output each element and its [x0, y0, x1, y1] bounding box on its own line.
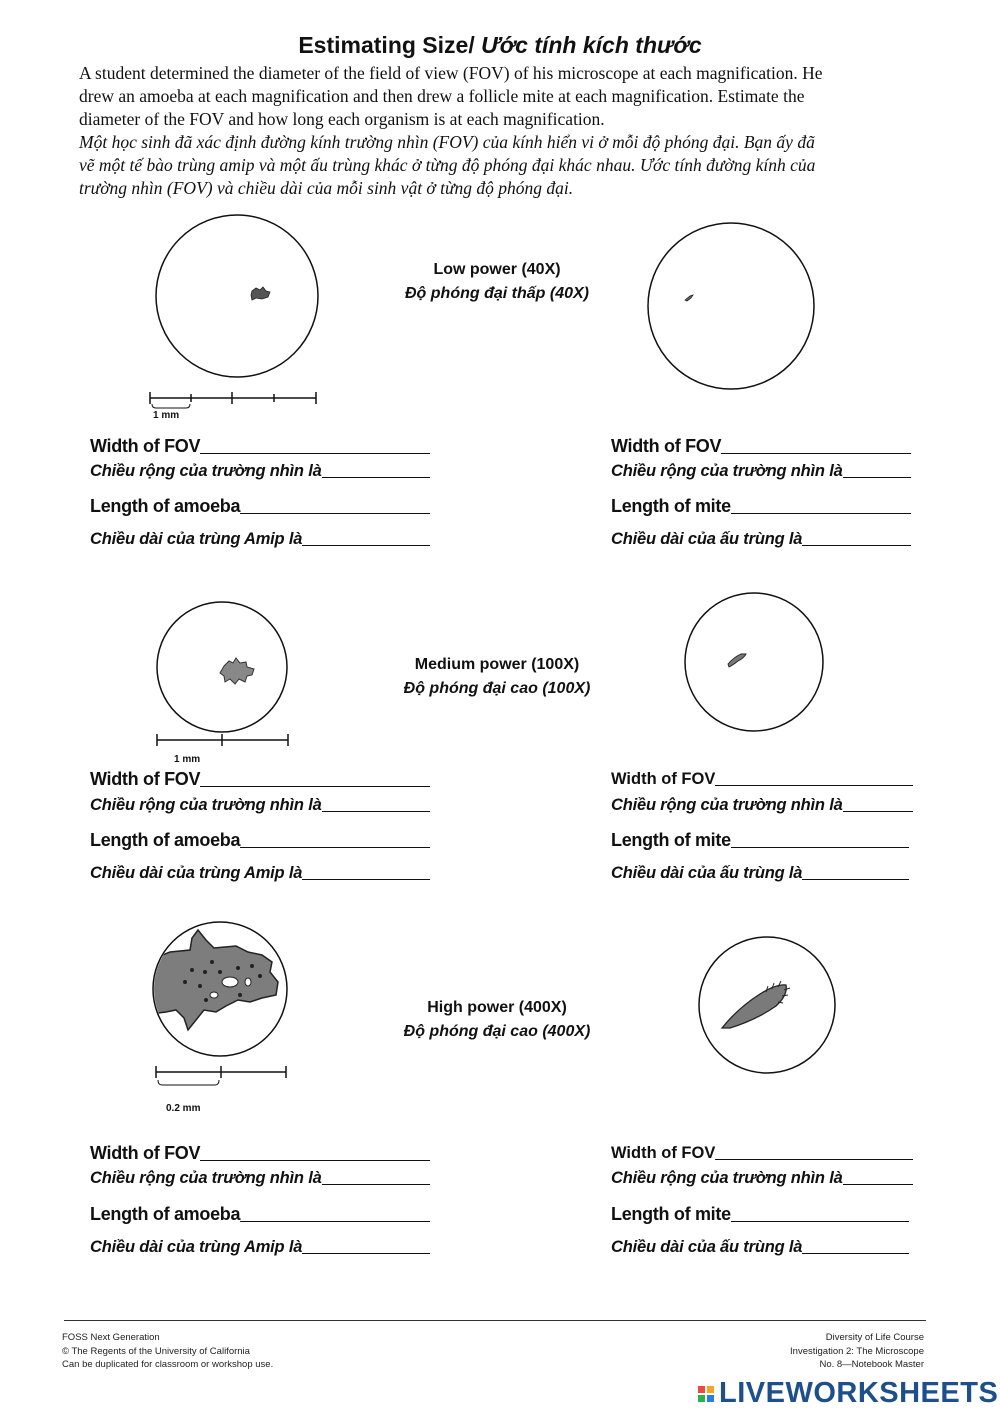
label-width-fov: Width of FOV [611, 770, 716, 788]
medium-width-fov-amoeba[interactable] [90, 769, 430, 790]
label-length-amoeba-vi: Chiều dài của trùng Amip là [90, 1238, 303, 1256]
magnification-low-vi: Độ phóng đại thấp (40X) [405, 285, 589, 302]
scale-ruler-high [156, 1066, 286, 1085]
magnification-medium [370, 653, 624, 701]
answer-line[interactable] [843, 810, 913, 812]
intro-en-3: diameter of the FOV and how long each organism is at each magnification. [79, 109, 605, 129]
label-length-amoeba-vi: Chiều dài của trùng Amip là [90, 864, 303, 882]
magnification-high-en: High power (400X) [427, 999, 567, 1016]
scale-label-low: 1 mm [153, 410, 180, 421]
low-length-amoeba-vi[interactable] [90, 530, 430, 549]
low-width-fov-amoeba[interactable] [90, 436, 430, 457]
answer-line[interactable] [302, 878, 430, 880]
answer-line[interactable] [802, 878, 909, 880]
magnification-medium-en: Medium power (100X) [414, 656, 580, 673]
answer-line[interactable] [802, 544, 911, 546]
footer-left-2: © The Regents of the University of California [62, 1345, 250, 1357]
low-width-fov-vi-amoeba[interactable] [90, 462, 430, 481]
low-width-fov-vi-mite[interactable] [611, 462, 911, 481]
label-width-fov-vi: Chiều rộng của trường nhìn là [611, 1169, 843, 1187]
magnification-low-en: Low power (40X) [433, 261, 561, 278]
scale-label-medium: 1 mm [174, 754, 201, 765]
label-width-fov: Width of FOV [611, 436, 722, 456]
logo-squares-icon [697, 1385, 717, 1403]
fov-circle-low-mite [648, 223, 814, 389]
label-width-fov: Width of FOV [90, 1143, 201, 1163]
label-length-mite: Length of mite [611, 1204, 731, 1224]
magnification-high [370, 996, 624, 1044]
high-width-fov-mite[interactable] [611, 1144, 913, 1163]
low-length-amoeba[interactable] [90, 496, 430, 517]
high-length-amoeba-vi[interactable] [90, 1238, 430, 1257]
medium-length-amoeba[interactable] [90, 830, 430, 851]
footer-right-1: Diversity of Life Course [825, 1332, 924, 1343]
low-width-fov-mite[interactable] [611, 436, 911, 457]
answer-line[interactable] [715, 784, 913, 786]
mite-low [685, 295, 693, 301]
label-width-fov-vi: Chiều rộng của trường nhìn là [90, 796, 322, 814]
high-length-mite[interactable] [611, 1204, 909, 1225]
answer-line[interactable] [240, 512, 430, 514]
answer-line[interactable] [731, 1220, 909, 1222]
high-width-fov-vi-mite[interactable] [611, 1169, 913, 1188]
high-width-fov-amoeba[interactable] [90, 1143, 430, 1164]
amoeba-low [251, 287, 270, 300]
answer-line[interactable] [200, 785, 430, 787]
medium-width-fov-vi-mite[interactable] [611, 796, 913, 815]
intro-vi-3: trường nhìn (FOV) và chiều dài của mỗi sinh vật ở từng độ phóng đại. [79, 178, 574, 198]
answer-line[interactable] [302, 1252, 430, 1254]
answer-line[interactable] [200, 1159, 430, 1161]
medium-width-fov-vi-amoeba[interactable] [90, 796, 430, 815]
footer-right-2: Investigation 2: The Microscope [790, 1345, 924, 1357]
low-length-mite-vi[interactable] [611, 530, 911, 549]
footer-right-3: No. 8—Notebook Master [819, 1359, 924, 1370]
footer-divider [64, 1320, 926, 1321]
footer-left-3: Can be duplicated for classroom or workshop use. [62, 1359, 274, 1370]
label-length-mite-vi: Chiều dài của ấu trùng là [611, 530, 803, 548]
medium-length-mite-vi[interactable] [611, 864, 909, 883]
answer-line[interactable] [715, 1158, 913, 1160]
intro-en-2: drew an amoeba at each magnification and then drew a follicle mite at each magnification. Estimate the [79, 86, 805, 106]
answer-line[interactable] [721, 452, 911, 454]
magnification-low [370, 258, 624, 306]
answer-line[interactable] [322, 810, 430, 812]
amoeba-medium [220, 658, 254, 684]
label-width-fov-vi: Chiều rộng của trường nhìn là [611, 796, 843, 814]
label-length-amoeba: Length of amoeba [90, 496, 241, 516]
magnification-medium-vi: Độ phóng đại cao (100X) [403, 680, 591, 697]
label-length-mite-vi: Chiều dài của ấu trùng là [611, 864, 803, 882]
answer-line[interactable] [302, 544, 430, 546]
answer-line[interactable] [843, 476, 911, 478]
answer-line[interactable] [200, 452, 430, 454]
answer-line[interactable] [240, 846, 430, 848]
high-length-mite-vi[interactable] [611, 1238, 909, 1257]
intro-vi-2: vẽ một tế bào trùng amip và một ấu trùng khác ở từng độ phóng đại khác nhau. Ước tính đường kính của [79, 155, 816, 175]
medium-length-amoeba-vi[interactable] [90, 864, 430, 883]
label-width-fov-vi: Chiều rộng của trường nhìn là [90, 1169, 322, 1187]
intro-vi-1: Một học sinh đã xác định đường kính trường nhìn (FOV) của kính hiển vi ở mỗi độ phóng đại. Bạn ấy đã [79, 132, 815, 152]
intro-en-1: A student determined the diameter of the field of view (FOV) of his microscope at each magnification. He [79, 63, 823, 83]
medium-width-fov-mite[interactable] [611, 770, 913, 789]
scale-label-high: 0.2 mm [166, 1103, 201, 1114]
low-length-mite[interactable] [611, 496, 911, 517]
answer-line[interactable] [843, 1183, 913, 1185]
footer-left [62, 1331, 273, 1372]
title-vi: Ước tính kích thước [481, 32, 702, 58]
fov-circle-medium-amoeba [157, 602, 287, 732]
label-length-amoeba-vi: Chiều dài của trùng Amip là [90, 530, 303, 548]
label-length-mite: Length of mite [611, 496, 731, 516]
footer-right [790, 1331, 924, 1372]
medium-length-mite[interactable] [611, 830, 909, 851]
label-width-fov-vi: Chiều rộng của trường nhìn là [90, 462, 322, 480]
answer-line[interactable] [802, 1252, 909, 1254]
high-length-amoeba[interactable] [90, 1204, 430, 1225]
footer-left-1: FOSS Next Generation [62, 1332, 160, 1343]
answer-line[interactable] [322, 1183, 430, 1185]
liveworksheets-logo[interactable] [697, 1377, 998, 1410]
fov-circle-medium-mite [685, 593, 823, 731]
mite-medium [728, 654, 746, 667]
answer-line[interactable] [240, 1220, 430, 1222]
answer-line[interactable] [322, 476, 430, 478]
label-length-amoeba: Length of amoeba [90, 1204, 241, 1224]
title-en: Estimating Size/ [298, 32, 482, 58]
answer-line[interactable] [731, 846, 909, 848]
label-width-fov: Width of FOV [90, 436, 201, 456]
mite-high [722, 981, 790, 1028]
high-width-fov-vi-amoeba[interactable] [90, 1169, 430, 1188]
scale-ruler-medium [157, 734, 288, 746]
scale-ruler-low [150, 392, 316, 408]
label-width-fov-vi: Chiều rộng của trường nhìn là [611, 462, 843, 480]
magnification-high-vi: Độ phóng đại cao (400X) [403, 1023, 591, 1040]
label-length-amoeba: Length of amoeba [90, 830, 241, 850]
label-length-mite-vi: Chiều dài của ấu trùng là [611, 1238, 803, 1256]
answer-line[interactable] [731, 512, 911, 514]
fov-circle-low-amoeba [156, 215, 318, 377]
label-width-fov: Width of FOV [90, 769, 201, 789]
label-width-fov: Width of FOV [611, 1144, 716, 1162]
label-length-mite: Length of mite [611, 830, 731, 850]
brand-text: LIVEWORKSHEETS [719, 1377, 999, 1409]
